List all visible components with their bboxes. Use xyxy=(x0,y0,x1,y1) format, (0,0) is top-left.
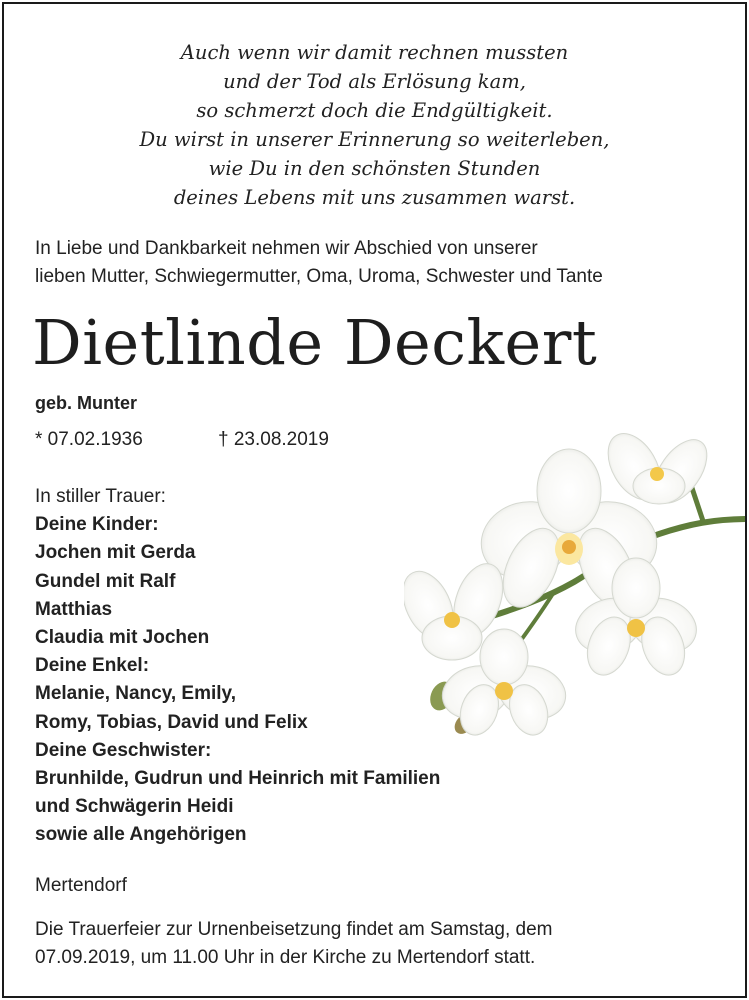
mourner-line: Brunhilde, Gudrun und Heinrich mit Familien xyxy=(35,768,441,790)
mourner-line: Deine Geschwister: xyxy=(35,739,212,761)
service-line: Die Trauerfeier zur Urnenbeisetzung findet am Samstag, dem xyxy=(35,919,553,940)
mourner-line: Romy, Tobias, David und Felix xyxy=(35,711,308,733)
mourner-line: Claudia mit Jochen xyxy=(35,627,210,649)
place-name: Mertendorf xyxy=(35,875,127,896)
intro-line: lieben Mutter, Schwiegermutter, Oma, Uroma, Schwester und Tante xyxy=(35,266,603,287)
service-info xyxy=(35,916,725,972)
poem-line: so schmerzt doch die Endgültigkeit. xyxy=(196,99,553,122)
mourner-line: Jochen mit Gerda xyxy=(35,542,196,564)
death-date: † 23.08.2019 xyxy=(218,429,329,450)
intro-text xyxy=(35,235,725,291)
intro-line: In Liebe und Dankbarkeit nehmen wir Abschied von unserer xyxy=(35,238,538,259)
poem-line: wie Du in den schönsten Stunden xyxy=(208,157,541,180)
poem xyxy=(4,38,745,212)
poem-line: und der Tod als Erlösung kam, xyxy=(223,70,526,93)
poem-line: deines Lebens mit uns zusammen warst. xyxy=(173,186,576,209)
mourner-line: Deine Kinder: xyxy=(35,514,159,536)
mourner-line: Gundel mit Ralf xyxy=(35,570,176,592)
maiden-name: geb. Munter xyxy=(35,393,137,413)
mourners-heading: In stiller Trauer: xyxy=(35,486,166,507)
mourner-line: Melanie, Nancy, Emily, xyxy=(35,683,236,705)
mourner-line: sowie alle Angehörigen xyxy=(35,824,247,846)
birth-date: * 07.02.1936 xyxy=(35,429,143,450)
orchid-icon xyxy=(404,424,747,744)
mourner-line: Deine Enkel: xyxy=(35,655,150,677)
poem-line: Du wirst in unserer Erinnerung so weiterleben, xyxy=(139,128,610,151)
deceased-name: Dietlinde Deckert xyxy=(32,306,598,379)
poem-line: Auch wenn wir damit rechnen mussten xyxy=(180,41,569,64)
mourner-line: Matthias xyxy=(35,598,113,620)
service-line: 07.09.2019, um 11.00 Uhr in der Kirche zu Mertendorf statt. xyxy=(35,947,536,968)
obituary-card xyxy=(2,2,747,998)
mourner-line: und Schwägerin Heidi xyxy=(35,796,234,818)
